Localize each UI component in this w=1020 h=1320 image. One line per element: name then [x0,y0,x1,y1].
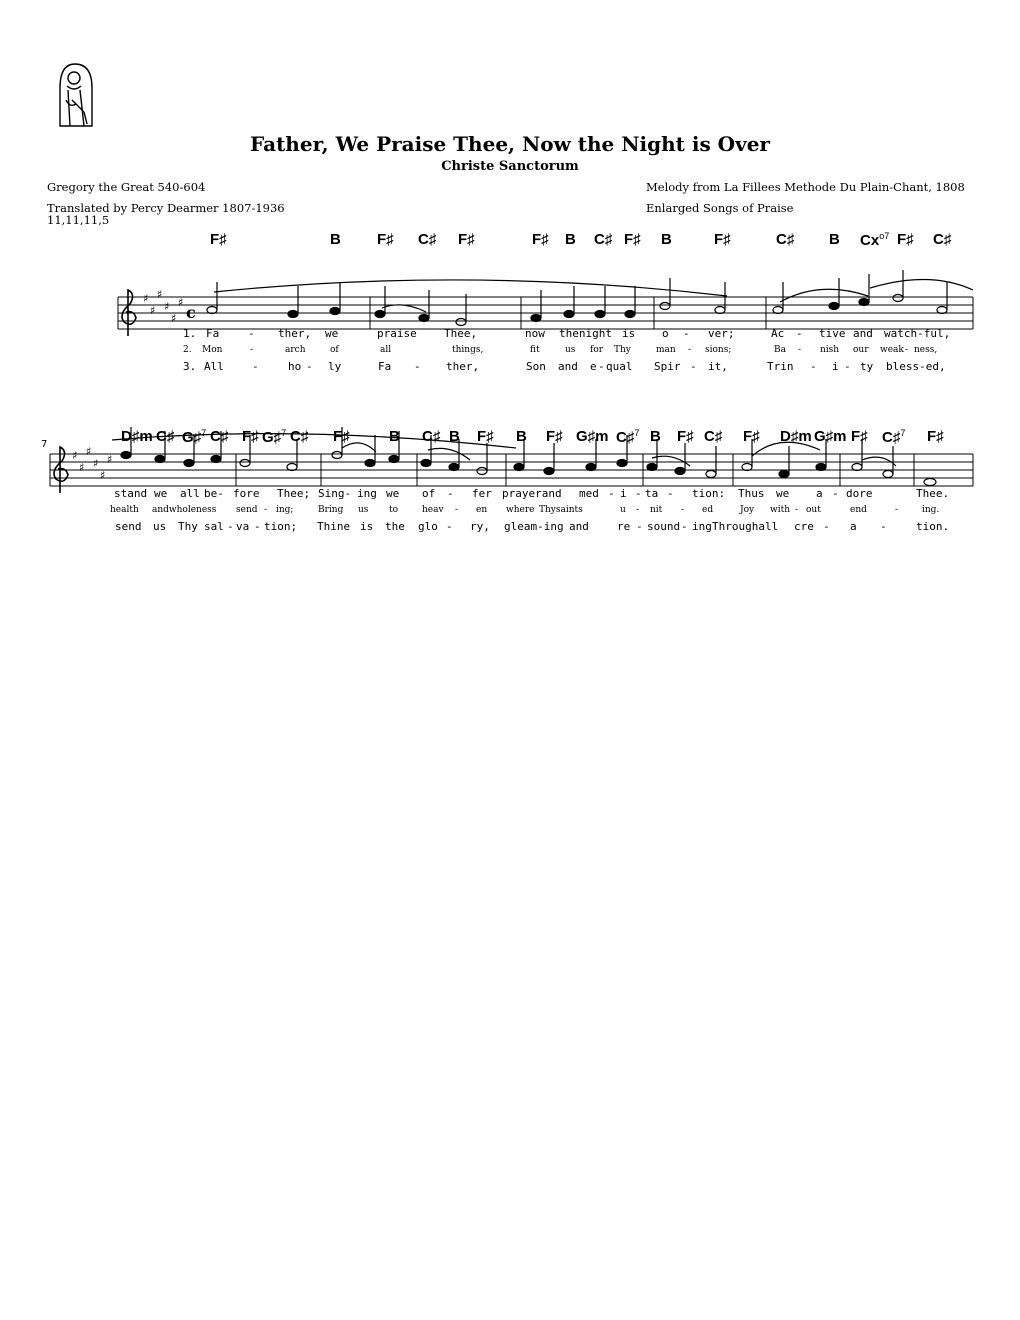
chord: B [661,231,672,248]
key-signature-1 [143,288,183,325]
chord [860,231,889,249]
chord-quality: 7 [900,428,906,438]
chord: G♯m [814,428,847,445]
lyric: tion; [264,520,298,533]
lyric: weak [880,345,904,355]
lyric: it, [708,360,728,373]
lyric: u [620,505,626,515]
chord: C♯ [422,428,441,445]
lyric: - [844,360,851,373]
lyric: ness, [914,345,938,355]
svg-text:♯: ♯ [100,469,106,482]
lyric: us [358,505,369,515]
lyric: - [248,327,255,340]
chord: C♯ [156,428,175,445]
lyric: all [380,345,392,355]
lyric: Bring [318,505,344,515]
lyric: where [506,505,535,515]
lyric: we [325,327,339,340]
svg-text:♯: ♯ [86,445,92,458]
lyric: Fa [378,360,392,373]
lyric: - [667,487,674,500]
lyric: ing. [922,505,940,515]
staff-1 [118,297,973,329]
lyric: end [850,505,867,515]
key-signature-2 [72,445,112,482]
chord: F♯ [897,231,914,248]
staff-2 [50,454,973,486]
lyric: Ac [771,327,785,340]
chord-root: C♯ [616,429,635,446]
lyric: for [590,345,604,355]
lyric: ther, [278,327,312,340]
lyric: fore [233,487,260,500]
lyric: Ba [774,345,786,355]
lyric: our [853,345,869,355]
lyric: Thee. [916,487,950,500]
lyric: gleam-ing [504,520,564,533]
lyric: ver; [708,327,735,340]
lyric: - [250,345,254,355]
lyric: qual [606,360,633,373]
lyric: send [115,520,142,533]
lyric: us [153,520,167,533]
lyric: - [683,327,690,340]
chord: B [829,231,840,248]
verse-number: 2. [183,345,192,355]
hymn-title: Father, We Praise Thee, Now the Night is Over [250,132,770,156]
lyric: - [252,360,259,373]
lyric: - [414,360,421,373]
author-credit: Gregory the Great 540-604 [47,180,206,194]
lyric: tion: [692,487,726,500]
slurs-line-2 [112,434,896,466]
chord: F♯ [532,231,549,248]
lyric: health [110,505,139,515]
lyric: Thus [738,487,765,500]
lyric: - [681,520,688,533]
lyric: ing [357,487,377,500]
lyric: sal [204,520,224,533]
lyric: - [681,505,685,515]
lyric: nit [650,505,663,515]
lyric: stand [114,487,148,500]
lyric: - [455,505,459,515]
translator-credit: Translated by Percy Dearmer 1807-1936 [47,201,285,215]
lyric: ing; [276,505,294,515]
lyric: ing [692,520,712,533]
lyric: - [446,520,453,533]
lyric: ly [328,360,342,373]
svg-text:♯: ♯ [171,312,177,325]
lyric: ry, [470,520,490,533]
lyric: - [608,487,615,500]
lyric: of [330,345,339,355]
svg-text:♯: ♯ [178,296,184,309]
chord: B [449,428,460,445]
lyric: - [796,327,803,340]
chord: F♯ [333,428,350,445]
lyric: things, [452,345,484,355]
lyric: andwholeness [152,505,217,515]
lyric: sions; [705,345,732,355]
lyric: cre [794,520,814,533]
lyric: - [636,520,643,533]
lyric: dore [846,487,873,500]
lyric: - [795,505,799,515]
lyric: Thy [614,345,631,355]
lyric: Thee, [444,327,478,340]
lyric: - [688,345,692,355]
lyric: out [806,505,821,515]
lyric: heav [422,505,444,515]
lyric: praise [377,327,417,340]
lyric: all [180,487,200,500]
lyric: Thy [178,520,198,533]
lyric: o [662,327,669,340]
lyric: tion. [916,520,950,533]
svg-text:♯: ♯ [164,300,170,313]
lyric: - [636,505,640,515]
lyric: - [798,345,802,355]
svg-text:♯: ♯ [143,292,149,305]
chord: B [516,428,527,445]
chord: F♯ [210,231,227,248]
lyric: with [770,505,790,515]
lyric: and [558,360,578,373]
lyric: ho [288,360,302,373]
lyric: is [360,520,374,533]
lyric: - [264,505,268,515]
lyric: - [810,360,817,373]
lyric: and [569,520,589,533]
measure-number: 7 [41,439,48,450]
lyric: re [617,520,631,533]
chord: B [650,428,661,445]
tune-name: Christe Sanctorum [441,159,579,174]
lyric: is [622,327,636,340]
lyric: Thine [317,520,351,533]
lyric: of [422,487,436,500]
chord [182,428,206,446]
lyric: ed [702,505,714,515]
svg-text:♯: ♯ [107,453,113,466]
chord: F♯ [377,231,394,248]
lyric: - [635,487,642,500]
melody-source: Melody from La Fillees Methode Du Plain-Chant, 1808 [646,180,965,194]
chord: B [565,231,576,248]
svg-text:♯: ♯ [93,457,99,470]
chord: F♯ [546,428,563,445]
lyric: bless-ed, [886,360,946,373]
chord: F♯ [743,428,760,445]
chord-root: Cx [860,232,880,249]
chord: F♯ [242,428,259,445]
chord: C♯ [290,428,309,445]
lyric: arch [285,345,306,355]
lyric: - [880,520,887,533]
lyric: and [853,327,873,340]
chord-root: C♯ [882,429,901,446]
lyric: - [306,360,313,373]
lyric: Fa [206,327,220,340]
chord [262,428,286,446]
chord-quality: o7 [879,231,890,241]
chord-quality: 7 [634,428,640,438]
chord [882,428,905,446]
lyric: thenight [559,327,612,340]
lyric: prayerand [502,487,562,500]
chord: B [389,428,400,445]
lyric: Joy [740,505,755,515]
svg-text:♯: ♯ [72,449,78,462]
lyric: glo [418,520,438,533]
chord: C♯ [594,231,613,248]
lyric: e [590,360,597,373]
lyric: us [565,345,576,355]
svg-text:♯: ♯ [150,304,156,317]
lyric: to [389,505,399,515]
lyric: - [254,520,261,533]
lyric: a [816,487,823,500]
chord: F♯ [714,231,731,248]
lyric: - [690,360,697,373]
lyric: fer [472,487,492,500]
chord: C♯ [704,428,723,445]
lyric: Mon [202,345,223,355]
lyric: Thysaints [539,505,583,515]
svg-text:♯: ♯ [157,288,163,301]
chord: C♯ [933,231,952,248]
lyric: man [656,345,676,355]
lyric: - [823,520,830,533]
time-signature [186,303,196,322]
notes-line-1 [207,270,947,326]
lyric: va [236,520,250,533]
chord: F♯ [624,231,641,248]
chord-quality: 7 [201,428,207,438]
lyric: i [832,360,839,373]
chord: F♯ [927,428,944,445]
lyric: send [236,505,258,515]
lyric: tive [819,327,846,340]
chord: F♯ [677,428,694,445]
lyric: ther, [446,360,480,373]
svg-text:♯: ♯ [79,461,85,474]
lyric: now [525,327,545,340]
lyric: fit [530,345,540,355]
chord: F♯ [477,428,494,445]
lyric: be- [204,487,224,500]
lyric: Thee; [277,487,311,500]
lyric: ta [645,487,659,500]
lyric: i [620,487,627,500]
lyric: Son [526,360,546,373]
chord: B [330,231,341,248]
lyric: - [227,520,234,533]
lyric: watch-ful, [884,327,951,340]
lyric: Throughall [712,520,779,533]
chord: C♯ [210,428,229,445]
verse-number: 3. [183,360,197,373]
chord: C♯ [418,231,437,248]
lyric: sound [647,520,681,533]
svg-text:c: c [186,303,196,322]
slurs-line-1 [214,279,973,312]
lyric: - [447,487,454,500]
lyric: we [776,487,790,500]
lyric: Trin [767,360,794,373]
chord [616,428,639,446]
chord: D♯m [121,428,153,445]
chord: C♯ [776,231,795,248]
lyric: we [154,487,168,500]
chord-root: G♯ [262,429,282,446]
chord: F♯ [851,428,868,445]
lyric: en [476,505,488,515]
chord-quality: 7 [281,428,287,438]
chord: F♯ [458,231,475,248]
lyric: the [385,520,405,533]
chord: D♯m [780,428,812,445]
lyric: - [832,487,839,500]
meter: 11,11,11,5 [47,213,110,227]
lyric: nish [820,345,840,355]
verse-number: 1. [183,327,197,340]
chord-root: G♯ [182,429,202,446]
lyric: Sing- [318,487,352,500]
lyric: - [905,345,909,355]
chord: G♯m [576,428,609,445]
lyric: Spir [654,360,681,373]
lyric: - [598,360,605,373]
lyric: med [579,487,599,500]
lyric: a [850,520,857,533]
lyric: All [204,360,224,373]
book-source: Enlarged Songs of Praise [646,201,794,215]
lyric: ty [860,360,874,373]
lyric: - [895,505,899,515]
lyric: we [386,487,400,500]
